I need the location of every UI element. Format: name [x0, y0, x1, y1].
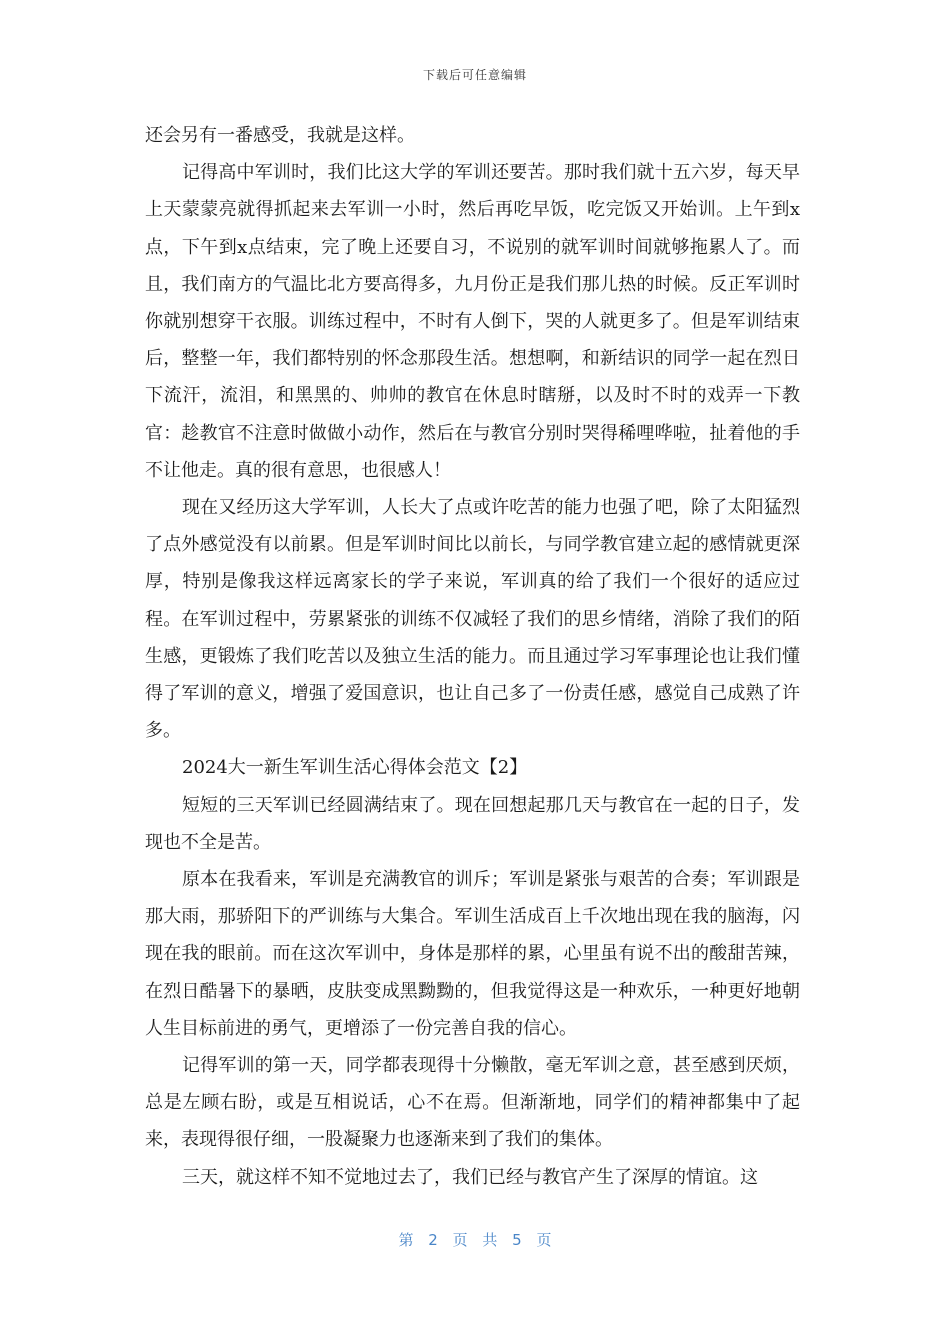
paragraph: 原本在我看来，军训是充满教官的训斥；军训是紧张与艰苦的合奏；军训跟是那大雨，那骄阳下的严训练与大集合。军训生活成百上千次地出现在我的脑海，闪现在我的眼前。而在这次军训中，身体是那样的累，心里虽有说不出的酸甜苦辣，在烈日酷暑下的暴晒，皮肤变成黑黝黝的，但我觉得这是一种欢乐，一种更好地朝人生目标前进的勇气，更增添了一份完善自我的信心。 — [145, 869, 800, 1039]
paragraph: 短短的三天军训已经圆满结束了。现在回想起那几天与教官在一起的日子，发现也不全是苦。 — [145, 794, 800, 853]
body-text — [145, 117, 800, 1196]
paragraph: 三天，就这样不知不觉地过去了，我们已经与教官产生了深厚的情谊。这 — [182, 1166, 758, 1188]
page-number-footer: 第 2 页 共 5 页 — [398, 1231, 552, 1249]
paragraph: 记得军训的第一天，同学都表现得十分懒散，毫无军训之意，甚至感到厌烦，总是左顾右盼，或是互相说话，心不在焉。但渐渐地，同学们的精神都集中了起来，表现得很仔细，一股凝聚力也逐渐来到了我们的集体。 — [145, 1055, 800, 1151]
paragraph: 还会另有一番感受，我就是这样。 — [145, 125, 415, 146]
page-header: 下载后可任意编辑 — [422, 68, 527, 82]
section-heading: 2024大一新生军训生活心得体会范文【2】 — [182, 757, 528, 779]
paragraph: 记得高中军训时，我们比这大学的军训还要苦。那时我们就十五六岁，每天早上天蒙蒙亮就得抓起来去军训一小时，然后再吃早饭，吃完饭又开始训。上午到x点，下午到x点结束，完了晚上还要自习，不说别的就军训时间就够拖累人了。而且，我们南方的气温比北方要高得多，九月份正是我们那儿热的时候。反正军训时你就别想穿干衣服。训练过程中，不时有人倒下，哭的人就更多了。但是军训结束后，整整一年，我们都特别的怀念那段生活。想想啊，和新结识的同学一起在烈日下流汗，流泪，和黑黑的、帅帅的教官在休息时瞎掰，以及时不时的戏弄一下教官：趁教官不注意时做做小动作，然后在与教官分别时哭得稀哩哗啦，扯着他的手不让他走。真的很有意思，也很感人！ — [145, 162, 800, 481]
paragraph: 现在又经历这大学军训，人长大了点或许吃苦的能力也强了吧，除了太阳猛烈了点外感觉没有以前累。但是军训时间比以前长，与同学教官建立起的感情就更深厚，特别是像我这样远离家长的学子来说，军训真的给了我们一个很好的适应过程。在军训过程中，劳累紧张的训练不仅减轻了我们的思乡情绪，消除了我们的陌生感，更锻炼了我们吃苦以及独立生活的能力。而且通过学习军事理论也让我们懂得了军训的意义，增强了爱国意识，也让自己多了一份责任感，感觉自己成熟了许多。 — [145, 497, 800, 742]
